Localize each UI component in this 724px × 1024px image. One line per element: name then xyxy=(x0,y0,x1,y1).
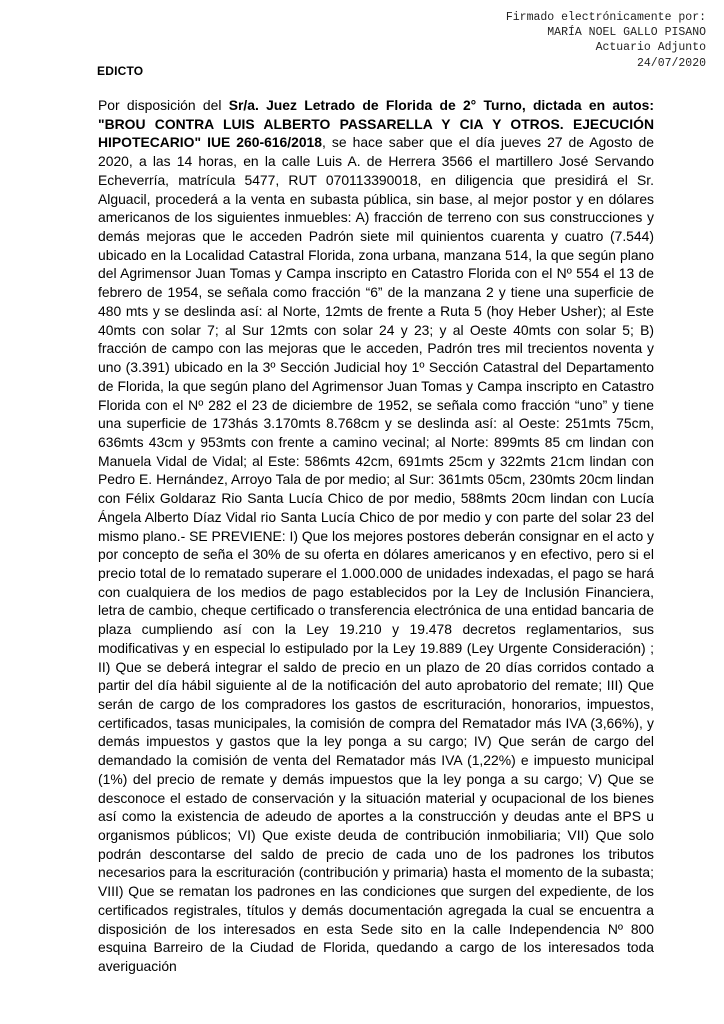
intro-text: Por disposición del xyxy=(98,97,229,113)
edict-body-paragraph xyxy=(98,96,654,976)
edict-body-text: , se hace saber que el día jueves 27 de Agosto de 2020, a las 14 horas, en la calle Luis A. de Herrera 3566 el martillero José Servando Echeverría, matrícula 5477, RUT 070113390018, en diligencia que presidirá el Sr. Alguacil, procederá a la venta en subasta pública, sin base, al mejor postor y en dólares americanos de los siguientes inmuebles: A) fracción de terreno con sus construcciones y demás mejoras que le acceden Padrón siete mil quinientos cuarenta y cuatro (7.544) ubicado en la Localidad Catastral Florida, zona urbana, manzana 514, la que según plano del Agrimensor Juan Tomas y Campa inscripto en Catastro Florida con el Nº 554 el 13 de febrero de 1954, se señala como fracción “6” de la manzana 2 y tiene una superficie de 480 mts y se deslinda así: al Norte, 12mts de frente a Ruta 5 (hoy Heber Usher); al Este 40mts con solar 7; al Sur 12mts con solar 24 y 23; y al Oeste 40mts con solar 5; B) fracción de campo con las mejoras que le acceden, Padrón tres mil trecientos noventa y uno (3.391) ubicado en la 3º Sección Judicial hoy 1º Sección Catastral del Departamento de Florida, la que según plano del Agrimensor Juan Tomas y Campa inscripto en Catastro Florida con el Nº 282 el 23 de diciembre de 1952, se señala como fracción “uno” y tiene una superficie de 173hás 3.170mts 8.768cm y se deslinda así: al Oeste: 251mts 75cm, 636mts 43cm y 953mts con frente a camino vecinal; al Norte: 899mts 85 cm lindan con Manuela Vidal de Vidal; al Este: 586mts 42cm, 691mts 25cm y 322mts 21cm lindan con Pedro E. Hernández, Arroyo Tala de por medio; al Sur: 361mts 05cm, 230mts 20cm lindan con Félix Goldaraz Rio Santa Lucía Chico de por medio, 588mts 20cm lindan con Lucía Ángela Alberto Díaz Vidal rio Santa Lucía Chico de por medio y con parte del solar 23 del mismo plano.- SE PREVIENE: I) Que los mejores postores deberán consignar en el acto y por concepto de seña el 30% de su oferta en dólares americanos y en efectivo, pero si el precio total de lo rematado superare el 1.000.000 de unidades indexadas, el pago se hará con cualquiera de los medios de pago establecidos por la Ley de Inclusión Financiera, letra de cambio, cheque certificado o transferencia electrónica de una entidad bancaria de plaza cumpliendo así con la Ley 19.210 y 19.478 decretos reglamentarios, sus modificativas y en especial lo estipulado por la Ley 19.889 (Ley Urgente Consideración) ; II) Que se deberá integrar el saldo de precio en un plazo de 20 días corridos contado a partir del día hábil siguiente al de la notificación del auto aprobatorio del remate; III) Que serán de cargo de los compradores los gastos de escrituración, honorarios, impuestos, certificados, tasas municipales, la comisión de compra del Rematador más IVA (3,66%), y demás impuestos y gastos que la ley ponga a su cargo; IV) Que serán de cargo del demandado la comisión de venta del Rematador más IVA (1,22%) e impuesto municipal (1%) del precio de remate y demás impuestos que la ley ponga a su cargo; V) Que se desconoce el estado de conservación y la situación material y ocupacional de los bienes así como la existencia de adeudo de aportes a la construcción y deudas ante el BPS u organismos públicos; VI) Que existe deuda de contribución inmobiliaria; VII) Que solo podrán descontarse del saldo de precio de cada uno de los padrones los tributos necesarios para la escrituración (contribución y primaria) hasta el momento de la subasta; VIII) Que se rematan los padrones en las condiciones que surgen del expediente, de los certificados registrales, títulos y demás documentación agregada la cual se encuentra a disposición de los interesados en esta Sede sito en la calle Independencia Nº 800 esquina Barreiro de la Ciudad de Florida, quedando a cargo de los interesados toda averiguación xyxy=(98,134,654,975)
electronic-signature-block xyxy=(446,10,706,71)
signature-heading: Firmado electrónicamente por: xyxy=(505,11,706,24)
signer-role: Actuario Adjunto xyxy=(595,41,706,55)
signer-name: MARÍA NOEL GALLO PISANO xyxy=(547,26,706,40)
signature-date: 24/07/2020 xyxy=(636,56,706,70)
document-title: EDICTO xyxy=(97,64,144,78)
court-and-case-reference: Sr/a. Juez Letrado de Florida de 2° Turno, dictada en autos: "BROU CONTRA LUIS ALBERTO PASSARELLA Y CIA Y OTROS. EJECUCIÓN HIPOTECARIO" IUE 260-616/2018 xyxy=(98,97,655,151)
